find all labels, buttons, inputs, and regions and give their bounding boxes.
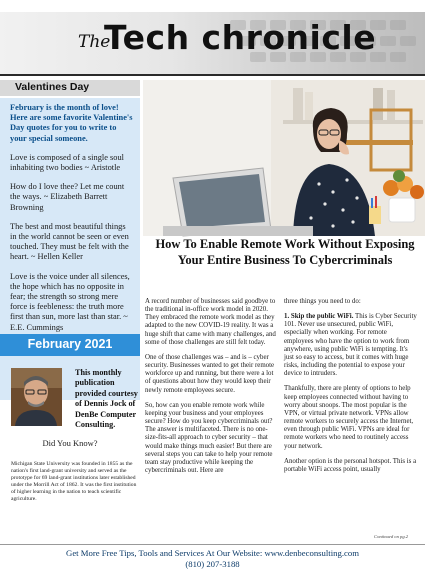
- article-paragraph: three things you need to do:: [284, 298, 361, 305]
- sidebar-header-title: Valentines Day: [15, 81, 90, 93]
- article-subhead-text: This is Cyber Security 101. Never use unsecured, public WiFi, especially when working. For remote employees who have the option to work from anywhere, using public WiFi is tempting. It's just so easy to access, but it comes with huge risks, including the potential to expose your device to intruders.: [284, 313, 417, 378]
- masthead-the: The: [78, 32, 111, 52]
- article-headline: How To Enable Remote Work Without Exposing Your Entire Business To Cybercriminals: [155, 237, 415, 267]
- continued-note: Continued on pg.2: [374, 534, 409, 539]
- footer-divider: [0, 544, 425, 545]
- footer-website-line[interactable]: Get More Free Tips, Tools and Services At Our Website: www.denbeconsulting.com: [66, 548, 359, 558]
- article-paragraph: [284, 313, 417, 378]
- issue-date-banner: [0, 334, 140, 356]
- article-paragraph: Thankfully, there are plenty of options to help keep employees connected without having to worry about snoops. The most popular is the VPN, or virtual private network. VPNs allow remote workers to securely access the Internet, even through public WiFi. VPNs are ideal for remote workers who need to routinely access your network.: [284, 385, 414, 450]
- article-column-2: [284, 298, 417, 481]
- article-column-1: [145, 298, 278, 482]
- did-you-know-fact: Michigan State University was founded in 1855 as the nation's first land-grant university and served as the prototype for 69 land-grant institutions later established under the Morrill Act of 1862. It was the first institution of higher learning in the nation to teach scientific agriculture.: [11, 461, 137, 502]
- article-subhead: 1. Skip the public WiFi.: [284, 313, 354, 321]
- quote-item: Love is composed of a single soul inhabiting two bodies ~ Aristotle: [10, 152, 124, 173]
- hero-photo: [143, 80, 425, 236]
- footer-phone: (810) 207-3188: [185, 559, 240, 569]
- did-you-know-heading: Did You Know?: [42, 438, 98, 448]
- quote-item: How do I love thee? Let me count the ways. ~ Elizabeth Barrett Browning: [10, 182, 125, 212]
- courtesy-note: This monthly publication provided courtesy of Dennis Jock of DenBe Computer Consulting.: [75, 368, 138, 430]
- article-paragraph: One of those challenges was – and is – cyber security. Businesses wanted to get their remote workforce up and running, but there were a lot of questions about how they would keep their newly remote employees secure.: [145, 353, 275, 394]
- quote-item: Love is the voice under all silences, the hope which has no opposite in fear; the strength so strong mere force is feebleness: the truth more first than sun, more last than star. ~ E.E. Cummings: [10, 271, 130, 332]
- article-paragraph: So, how can you enable remote work while keeping your business and your employees secure? How do you keep cybercriminals out? The answer is multifaceted. There is no one-size-fits-all approach to cyber security – that would make things much easier! But there are several steps you can take to help your remote team stay productive while keeping the cybercriminals out. Here are: [145, 401, 273, 474]
- masthead-title: Tech chronicle: [104, 18, 377, 57]
- quotes-intro: February is the month of love! Here are some favorite Valentine's Day quotes for you to write to your special someone.: [10, 103, 133, 143]
- author-photo: [11, 368, 62, 426]
- article-paragraph: A record number of businesses said goodbye to the traditional in-office work model in 2020. They embraced the remote work model as they adapted to the new COVID-19 reality. It was a huge shift that came with many challenges, and some of those challenges are still felt today.: [145, 298, 276, 346]
- masthead: [0, 12, 425, 74]
- sidebar-header: [0, 80, 140, 96]
- issue-date: February 2021: [27, 337, 113, 351]
- footer: [0, 548, 425, 570]
- article-paragraph: Another option is the personal hotspot. This is a portable WiFi access point, usually: [284, 457, 417, 473]
- quote-item: The best and most beautiful things in the world cannot be seen or even touched. They must be felt with the heart. ~ Hellen Keller: [10, 221, 129, 262]
- masthead-divider: [0, 74, 425, 76]
